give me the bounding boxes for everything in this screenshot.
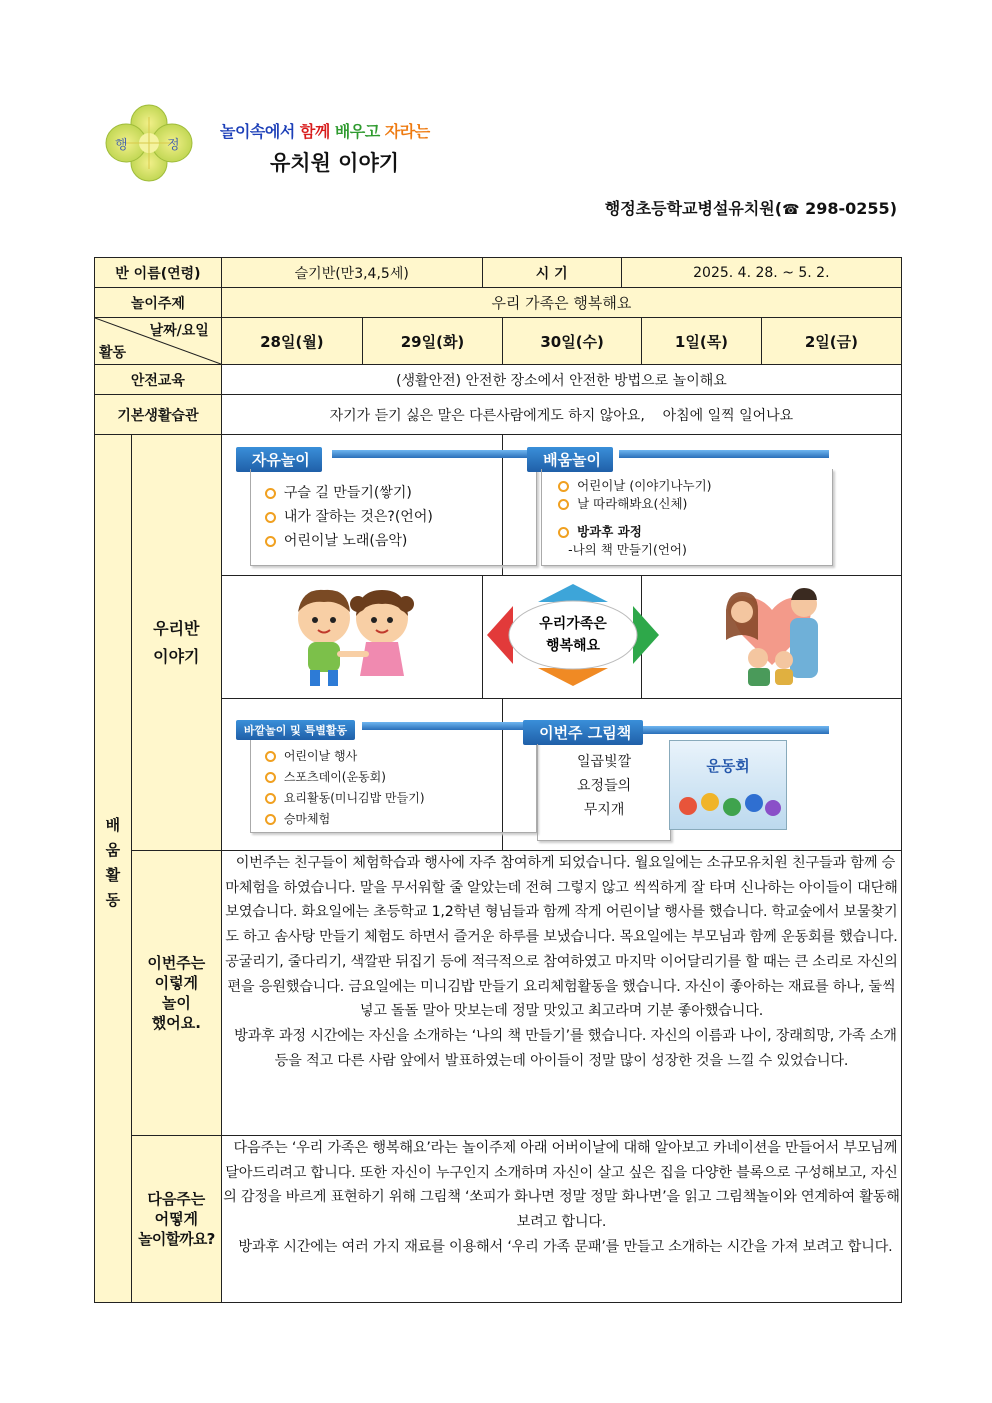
next-week-paragraph: 다음주는 ‘우리 가족은 행복해요’라는 놀이주제 아래 어버이날에 대해 알아보고 카네이션을 만들어서 부모님께 달아드리려고 합니다. 또한 자신이 누구인지 소개하며 자신이 살고 싶은 집을 다양한 블록으로 구성해보고, 자신의 감정을 바르게 표현하기 위해 그림책 ‘쏘피가 화나면 정말 정말 화나면’을 읽고 그림책놀이와 연계하여 활동해보려고 합니다. xyxy=(223,1140,900,1231)
bullet-icon xyxy=(265,488,276,499)
family-illustration xyxy=(712,580,832,690)
this-week-label-line: 이번주는 xyxy=(147,954,206,972)
free-play-item: 어린이날 노래(음악) xyxy=(283,533,408,549)
theme-diamond-graphic xyxy=(483,580,663,690)
book-cover-title: 운동회 xyxy=(706,756,750,775)
learning-play-stripe xyxy=(619,450,829,458)
habit-label: 기본생활습관 xyxy=(95,395,222,435)
free-play-panel xyxy=(221,435,502,576)
free-play-stripe xyxy=(332,450,532,458)
outdoor-item: 요리활동(미니김밥 만들기) xyxy=(283,790,425,805)
day-tuesday: 29일(화) xyxy=(362,318,502,365)
theme-graphic-line2: 행복해요 xyxy=(545,638,600,654)
book-name-box xyxy=(537,744,671,841)
school-logo xyxy=(104,103,194,183)
slogan-part: 함께 xyxy=(299,122,335,141)
safety-value: (생활안전) 안전한 장소에서 안전한 방법으로 놀이해요 xyxy=(221,365,901,395)
bullet-icon xyxy=(265,772,276,783)
bullet-icon xyxy=(558,499,569,510)
school-label: 행정초등학교병설유치원( xyxy=(604,199,783,218)
learning-side-label xyxy=(95,435,132,1303)
free-play-item: 내가 잘하는 것은?(언어) xyxy=(283,509,433,525)
slogan-part: 자라는 xyxy=(384,122,430,141)
period-label: 시 기 xyxy=(482,258,621,288)
next-week-text xyxy=(221,1136,901,1303)
next-week-label xyxy=(131,1136,221,1303)
free-play-item: 구슬 길 만들기(쌓기) xyxy=(283,485,412,501)
bullet-icon xyxy=(265,751,276,762)
school-name xyxy=(605,196,897,219)
theme-graphic-cell xyxy=(482,576,642,699)
book-name-line: 일곱빛깔 xyxy=(577,753,632,770)
list-item xyxy=(542,495,832,513)
children-holding-hands-illustration xyxy=(282,580,422,690)
free-play-list xyxy=(250,469,537,566)
date-label: 날짜/요일 xyxy=(149,323,209,339)
phone-icon: ☎ xyxy=(782,202,800,218)
list-item xyxy=(251,481,536,505)
list-item xyxy=(542,541,832,559)
bullet-icon xyxy=(558,481,569,492)
free-play-title: 자유놀이 xyxy=(236,447,322,472)
next-week-label-line: 어떻게 xyxy=(154,1210,199,1228)
safety-label: 안전교육 xyxy=(95,365,222,395)
after-school-title: 방과후 과정 xyxy=(577,524,642,539)
theme-value: 우리 가족은 행복해요 xyxy=(221,288,901,318)
logo-text-right: 정 xyxy=(167,138,180,153)
next-week-label-line: 다음주는 xyxy=(147,1190,206,1208)
this-week-paragraph: 방과후 과정 시간에는 자신을 소개하는 ‘나의 책 만들기’를 했습니다. 자신의 이름과 나이, 장래희망, 가족 소개 등을 적고 다른 사람 앞에서 발표하였는데 아이들이 정말 많이 성장한 것을 느낄 수 있었습니다. xyxy=(234,1027,897,1069)
list-item xyxy=(251,809,536,830)
our-class-label-line2: 이야기 xyxy=(153,646,200,666)
book-cover-image xyxy=(669,740,787,830)
next-week-paragraph: 방과후 시간에는 여러 가지 재료를 이용해서 ‘우리 가족 문패’를 만들고 소개하는 시간을 가져 보려고 합니다. xyxy=(238,1238,893,1255)
book-name-line: 요정들의 xyxy=(577,777,632,794)
our-class-label xyxy=(131,435,221,851)
list-item xyxy=(251,767,536,788)
outdoor-item: 스포츠데이(운동회) xyxy=(283,769,386,784)
page-title: 유치원 이야기 xyxy=(270,151,400,175)
this-week-label xyxy=(131,851,221,1136)
after-school-item: -나의 책 만들기(언어) xyxy=(568,542,687,557)
outdoor-title: 바깥놀이 및 특별활동 xyxy=(236,720,355,740)
bullet-icon xyxy=(265,536,276,547)
day-thursday: 1일(목) xyxy=(642,318,762,365)
period-value: 2025. 4. 28. ~ 5. 2. xyxy=(621,258,901,288)
list-item xyxy=(251,746,536,767)
book-panel xyxy=(503,699,902,851)
list-item xyxy=(251,505,536,529)
activity-label: 활동 xyxy=(99,345,127,361)
slogan-part: 놀이속에서 xyxy=(220,122,300,141)
slogan-part: 배우고 xyxy=(334,122,385,141)
logo-text-left: 행 xyxy=(115,138,128,153)
this-week-label-line: 했어요. xyxy=(151,1014,201,1032)
habit-value: 자기가 듣기 싫은 말은 다른사람에게도 하지 않아요, 아침에 일찍 일어나요 xyxy=(221,395,901,435)
book-cover-illustration xyxy=(673,776,783,822)
book-name-line: 무지개 xyxy=(583,801,625,818)
family-illustration-cell xyxy=(642,576,902,699)
book-title: 이번주 그림책 xyxy=(523,720,643,745)
learning-play-list xyxy=(541,469,833,566)
day-friday: 2일(금) xyxy=(761,318,901,365)
class-value: 슬기반(만3,4,5세) xyxy=(221,258,482,288)
day-monday: 28일(월) xyxy=(221,318,362,365)
our-class-label-line1: 우리반 xyxy=(153,618,200,638)
list-item xyxy=(251,788,536,809)
list-item xyxy=(542,523,832,541)
theme-graphic-line1: 우리가족은 xyxy=(538,616,607,632)
learning-play-panel xyxy=(503,435,902,576)
next-week-label-line: 놀이할까요? xyxy=(138,1230,215,1248)
this-week-text xyxy=(221,851,901,1136)
bullet-icon xyxy=(558,527,569,538)
weekly-plan-table xyxy=(94,257,902,1303)
outdoor-list xyxy=(250,740,537,833)
book-stripe xyxy=(643,726,829,734)
class-label: 반 이름(연령) xyxy=(95,258,222,288)
date-activity-header xyxy=(95,318,222,365)
this-week-label-line: 이렇게 xyxy=(154,974,199,992)
learning-play-title: 배움놀이 xyxy=(527,447,613,472)
learning-label: 배움활동 xyxy=(103,816,122,917)
children-illustration-cell xyxy=(221,576,482,699)
outdoor-item: 승마체험 xyxy=(283,811,331,826)
list-item xyxy=(251,529,536,553)
slogan xyxy=(220,119,430,142)
day-wednesday: 30일(수) xyxy=(503,318,642,365)
this-week-paragraph: 이번주는 친구들이 체험학습과 행사에 자주 참여하게 되었습니다. 월요일에는 소규모유치원 친구들과 함께 승마체험을 하였습니다. 말을 무서워할 줄 알았는데 전혀 그렇지 않고 씩씩하게 잘 타며 신나하는 아이들이 대단해보였습니다. 화요일에는 초등학교 1,2학년 형님들과 함께 작게 어린이날 행사를 했습니다. 학교숲에서 보물찾기도 하고 솜사탕 만들기 체험도 하면서 즐거운 하루를 보냈습니다. 목요일에는 부모님과 함께 운동회를 했습니다. 공굴리기, 줄다리기, 색깔판 뒤집기 등에 적극적으로 참여하였고 마지막 이어달리기를 할 때는 큰 소리로 자신의 편을 응원했습니다. 금요일에는 미니김밥 만들기 요리체험활동을 했습니다. 자신이 좋아하는 재료를 하나, 둘씩 넣고 돌돌 말아 맛보는데 정말 맛있고 최고라며 기분 좋아했습니다. xyxy=(225,855,898,1020)
bullet-icon xyxy=(265,814,276,825)
learning-play-item: 어린이날 (이야기나누기) xyxy=(577,478,712,493)
this-week-label-line: 놀이 xyxy=(161,994,191,1012)
outdoor-panel xyxy=(221,699,502,851)
bullet-icon xyxy=(265,512,276,523)
learning-play-item: 날 따라해봐요(신체) xyxy=(577,496,688,511)
outdoor-item: 어린이날 행사 xyxy=(283,748,358,763)
theme-label: 놀이주제 xyxy=(95,288,222,318)
bullet-icon xyxy=(265,793,276,804)
phone-number: 298-0255) xyxy=(799,199,897,218)
list-item xyxy=(542,477,832,495)
